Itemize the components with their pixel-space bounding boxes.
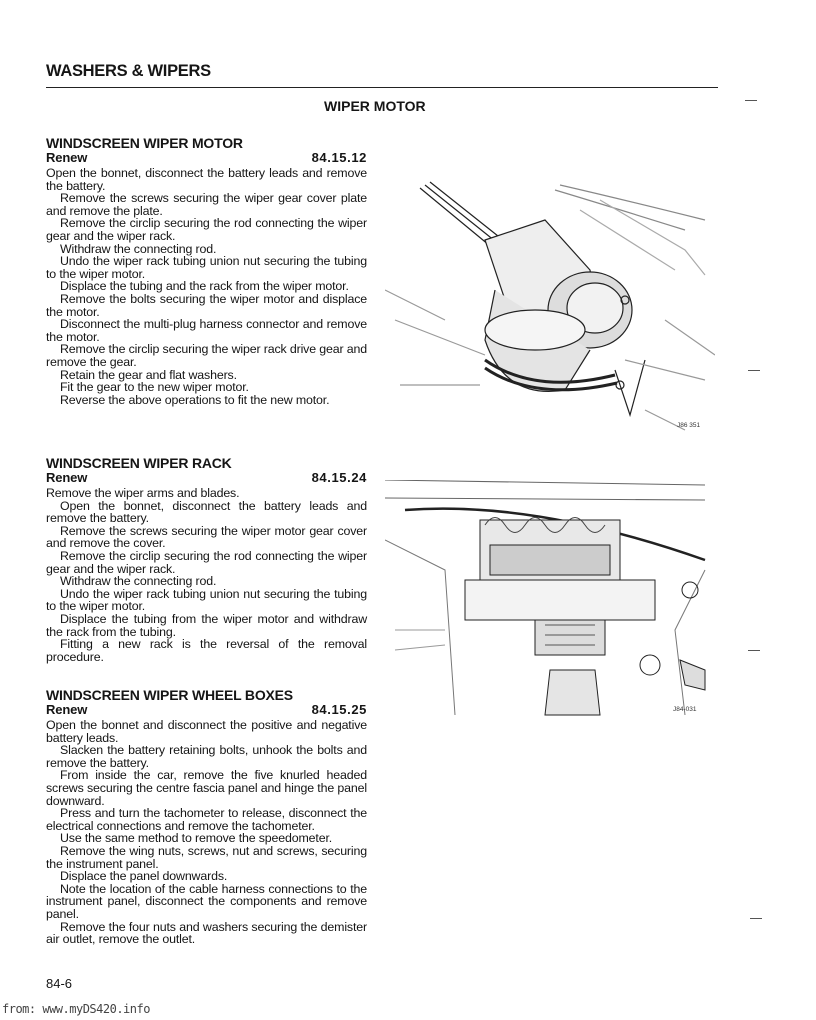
operation-row [46, 151, 367, 165]
section-wiper-rack [46, 455, 367, 663]
instruction-step: Remove the circlip securing the rod connecting the wiper gear and the wiper rack. [46, 216, 367, 243]
scan-mark [750, 918, 762, 919]
instruction-step: Reverse the above operations to fit the new motor. [60, 392, 330, 407]
operation-code: 84.15.25 [311, 702, 367, 717]
instruction-step: Note the location of the cable harness connections to the instrument panel, disconnect the components and remove panel. [46, 881, 367, 921]
instruction-step: Undo the wiper rack tubing union nut securing the tubing to the wiper motor. [46, 586, 367, 614]
instruction-step: Disconnect the multi-plug harness connector and remove the motor. [46, 317, 367, 344]
instruction-step: Remove the four nuts and washers securing the demister air outlet, remove the outlet. [46, 919, 367, 947]
instruction-step: Remove the circlip securing the wiper rack drive gear and remove the gear. [46, 342, 367, 369]
figure-label: J86 351 [677, 422, 701, 429]
instruction-step: Open the bonnet, disconnect the battery leads and remove the battery. [46, 166, 367, 193]
scan-mark [748, 650, 760, 651]
operation-label: Renew [46, 150, 88, 165]
operation-code: 84.15.24 [311, 470, 367, 485]
instruction-step: Remove the wing nuts, screws, nut and screws, securing the instrument panel. [46, 843, 367, 871]
instruction-step: Retain the gear and flat washers. [60, 367, 237, 382]
instruction-step: Remove the wiper arms and blades. [46, 486, 240, 500]
instruction-step: Undo the wiper rack tubing union nut securing the tubing to the wiper motor. [46, 254, 367, 281]
instruction-step: Open the bonnet and disconnect the positive and negative battery leads. [46, 718, 367, 745]
watermark: from: www.myDS420.info [2, 1002, 150, 1016]
instruction-step: From inside the car, remove the five knurled headed screws securing the centre fascia panel and hinge the panel downward. [46, 768, 367, 808]
instruction-step: Remove the screws securing the wiper gear cover plate and remove the plate. [46, 191, 367, 218]
instruction-step: Remove the screws securing the wiper motor gear cover and remove the cover. [46, 523, 367, 551]
instruction-step: Displace the panel downwards. [60, 869, 228, 884]
instruction-step: Open the bonnet, disconnect the battery leads and remove the battery. [46, 498, 367, 526]
operation-label: Renew [46, 702, 88, 717]
instruction-step: Displace the tubing from the wiper motor and withdraw the rack from the tubing. [46, 611, 367, 639]
instruction-step: Slacken the battery retaining bolts, unhook the bolts and remove the battery. [46, 743, 367, 770]
operation-code: 84.15.12 [311, 150, 367, 165]
operation-row [46, 471, 367, 485]
instruction-step: Use the same method to remove the speedometer. [60, 831, 333, 846]
instruction-step: Withdraw the connecting rod. [60, 574, 217, 589]
scan-mark [748, 370, 760, 371]
chapter-title: WASHERS & WIPERS [46, 62, 211, 80]
page-number: 84-6 [46, 976, 73, 991]
scan-mark [745, 100, 757, 101]
instruction-step: Remove the circlip securing the rod connecting the wiper gear and the wiper rack. [46, 548, 367, 576]
section-title: WIPER MOTOR [324, 98, 426, 114]
section-heading: WINDSCREEN WIPER RACK [46, 455, 232, 471]
wiper-rack-illustration [385, 480, 715, 720]
instruction-step: Remove the bolts securing the wiper motor and displace the motor. [46, 291, 367, 319]
instruction-step: Displace the tubing and the rack from the wiper motor. [60, 279, 349, 294]
section-heading: WINDSCREEN WIPER MOTOR [46, 135, 243, 151]
instruction-step: Press and turn the tachometer to release, disconnect the electrical connections and remove the tachometer. [46, 806, 367, 833]
header-rule [46, 87, 718, 88]
section-wheel-boxes [46, 687, 367, 946]
instruction-step: Fit the gear to the new wiper motor. [60, 380, 249, 395]
figure-label: J84-031 [673, 706, 697, 713]
section-wiper-motor [46, 135, 367, 406]
instruction-step: Fitting a new rack is the reversal of the removal procedure. [46, 637, 367, 664]
operation-label: Renew [46, 470, 88, 485]
section-heading: WINDSCREEN WIPER WHEEL BOXES [46, 687, 293, 703]
wiper-motor-illustration [385, 180, 715, 435]
operation-row [46, 703, 367, 717]
instruction-step: Withdraw the connecting rod. [60, 241, 217, 256]
